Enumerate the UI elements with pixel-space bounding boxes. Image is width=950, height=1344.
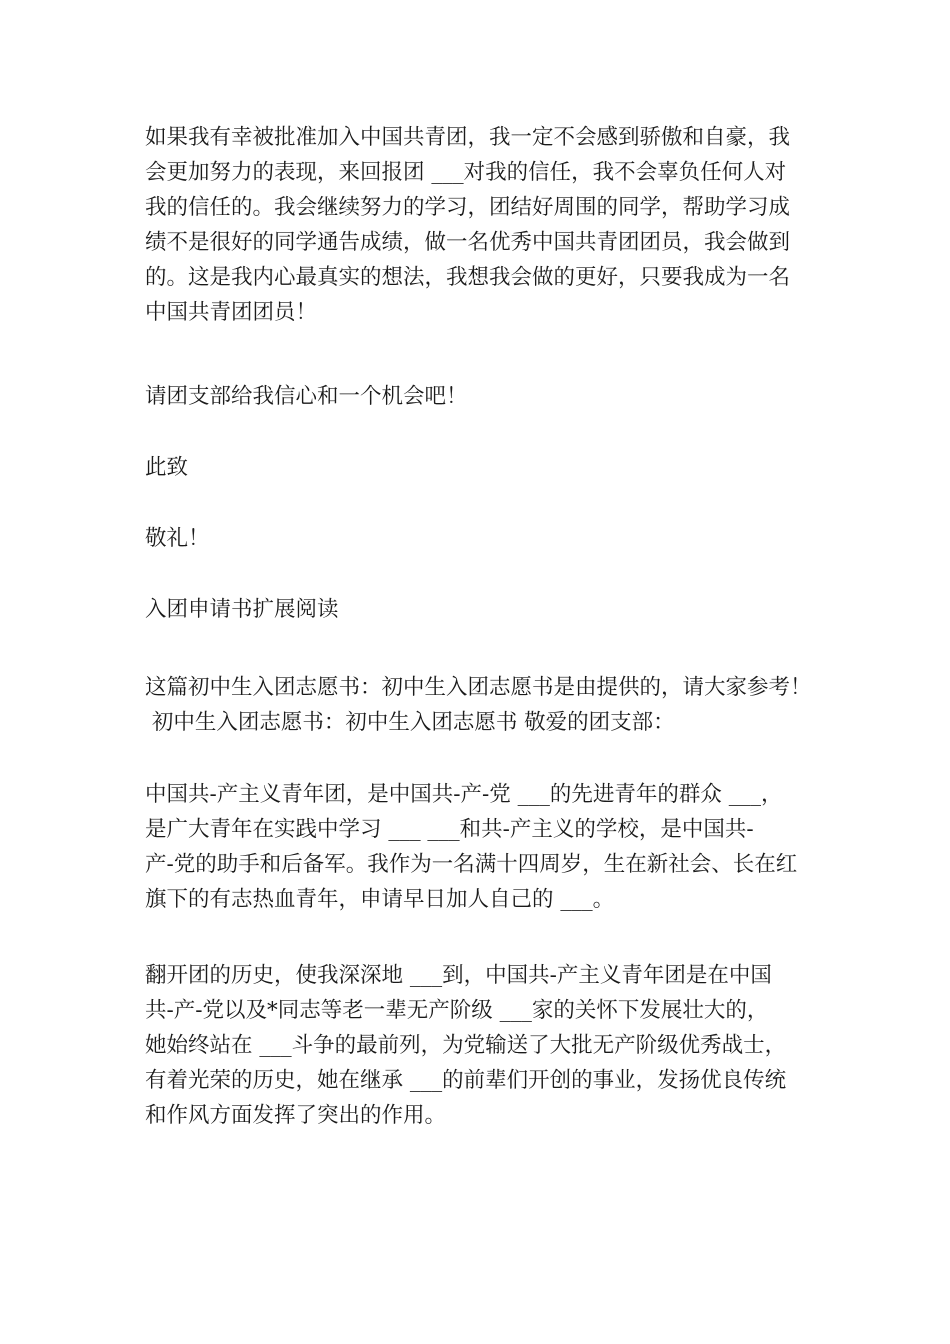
text-line: 此致 (145, 455, 189, 480)
text-line: 共-产-党以及*同志等老一辈无产阶级 ___家的关怀下发展壮大的， (145, 998, 769, 1023)
closing-salutation (145, 450, 845, 485)
text-line: 中国共青团团员！ (145, 300, 318, 325)
text-line: 如果我有幸被批准加入中国共青团，我一定不会感到骄傲和自豪，我 (145, 125, 791, 150)
text-line: 是广大青年在实践中学习 ___ ___和共-产主义的学校，是中国共- (145, 817, 754, 842)
paragraph-league-description (145, 777, 845, 917)
paragraph-request (145, 379, 845, 414)
text-line: 翻开团的历史，使我深深地 ___到，中国共-产主义青年团是在中国 (145, 963, 772, 988)
text-line: 敬礼！ (145, 526, 210, 551)
text-line: 入团申请书扩展阅读 (145, 597, 339, 622)
paragraph-intro (145, 670, 845, 740)
text-line: 有着光荣的历史，她在继承 ___的前辈们开创的事业，发扬优良传统 (145, 1068, 787, 1093)
text-line: 中国共-产主义青年团，是中国共-产-党 ___的先进青年的群众 ___， (145, 782, 783, 807)
paragraph-application-pledge (145, 120, 845, 330)
paragraph-league-history (145, 958, 845, 1133)
text-line: 的。这是我内心最真实的想法，我想我会做的更好，只要我成为一名 (145, 265, 791, 290)
text-line: 和作风方面发挥了突出的作用。 (145, 1103, 447, 1128)
text-line: 请团支部给我信心和一个机会吧！ (145, 384, 468, 409)
closing-regards (145, 521, 845, 556)
text-line: 绩不是很好的同学通告成绩，做一名优秀中国共青团团员，我会做到 (145, 230, 791, 255)
text-line: 产-党的助手和后备军。我作为一名满十四周岁，生在新社会、长在红 (145, 852, 798, 877)
text-line: 我的信任的。我会继续努力的学习，团结好周围的同学，帮助学习成 (145, 195, 791, 220)
text-line: 她始终站在 ___斗争的最前列，为党输送了大批无产阶级优秀战士， (145, 1033, 787, 1058)
text-line: 旗下的有志热血青年，申请早日加人自己的 ___。 (145, 887, 615, 912)
text-line: 这篇初中生入团志愿书：初中生入团志愿书是由提供的，请大家参考！ (145, 675, 812, 700)
text-line: 会更加努力的表现，来回报团 ___对我的信任，我不会辜负任何人对 (145, 160, 787, 185)
text-line: 初中生入团志愿书：初中生入团志愿书 敬爱的团支部： (145, 710, 675, 735)
section-heading (145, 592, 845, 627)
